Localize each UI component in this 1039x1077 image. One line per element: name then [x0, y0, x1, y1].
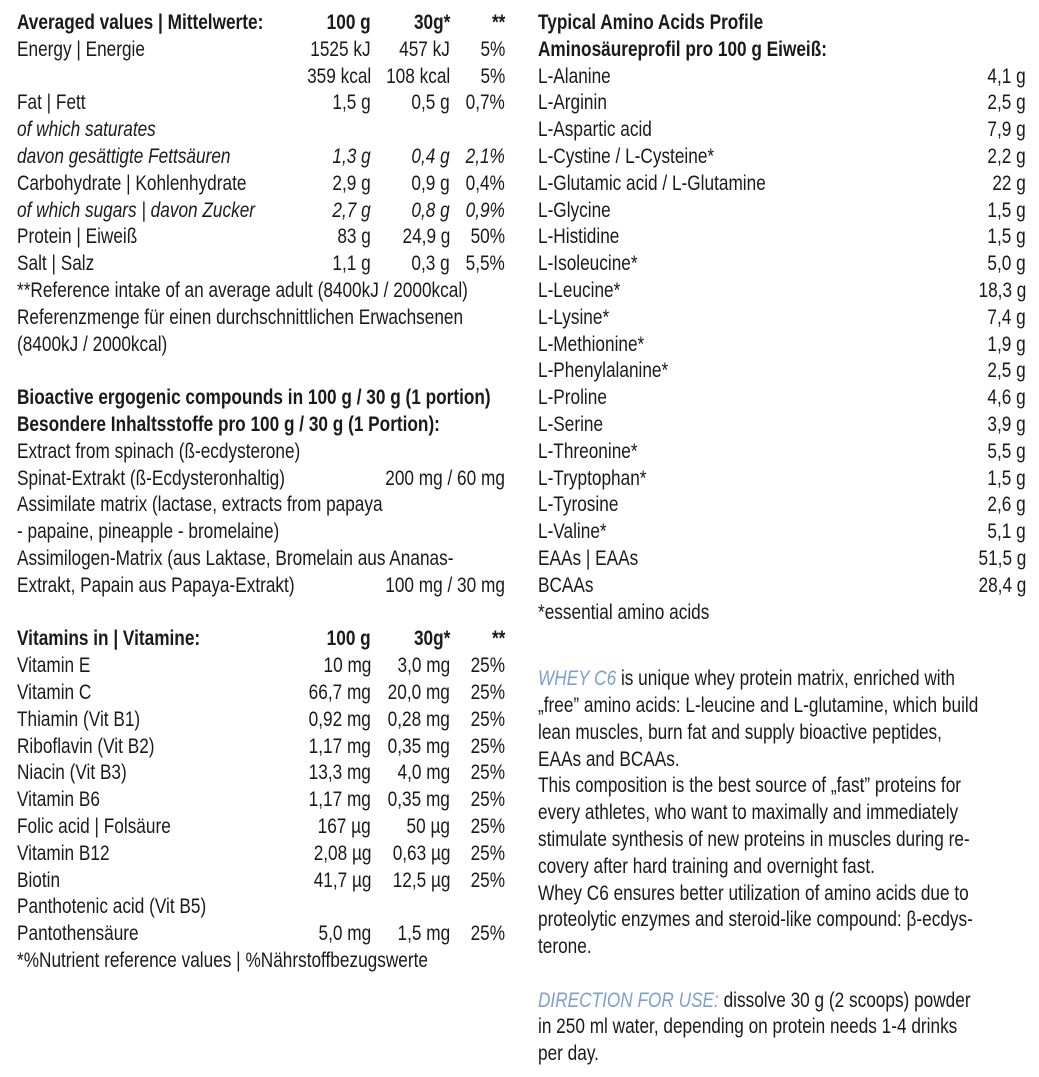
vitamin-label: Panthotenic acid (Vit B5) — [17, 895, 207, 919]
value-reference-intake: 50% — [470, 225, 505, 249]
amino-acid-value: 7,9 g — [987, 118, 1026, 142]
vitamin-row — [17, 921, 505, 948]
value-per-30g: 12,5 µg — [392, 868, 450, 892]
amino-row — [538, 90, 1026, 117]
brand-name: WHEY C6 — [538, 667, 617, 691]
nutrition-row — [17, 90, 505, 117]
vitamin-row — [17, 868, 505, 895]
value-reference-intake: 25% — [470, 707, 505, 731]
nutrient-label: Salt | Salz — [17, 252, 95, 276]
value-per-100g: 83 g — [337, 225, 371, 249]
amino-acid-value: 1,5 g — [987, 466, 1026, 490]
reference-note-line: **Reference intake of an average adult (8400kJ / 2000kcal) — [17, 278, 468, 302]
vitamin-row — [17, 841, 505, 868]
amino-acid-value: 2,5 g — [987, 359, 1026, 383]
nutrient-label: of which sugars | davon Zucker — [17, 198, 256, 222]
value-per-30g: 108 kcal — [385, 64, 450, 88]
bioactive-item-amount: 100 mg / 30 mg — [385, 573, 505, 597]
value-per-100g: 66,7 mg — [308, 680, 371, 704]
value-reference-intake: 25% — [470, 868, 505, 892]
value-per-30g: 3,0 mg — [397, 654, 450, 678]
value-per-30g: 457 kJ — [399, 37, 450, 61]
header-col-reference: ** — [491, 11, 505, 34]
amino-acid-name: L-Alanine — [538, 64, 611, 88]
bioactive-title-de: Besondere Inhaltsstoffe pro 100 g / 30 g (1 Portion): — [17, 412, 440, 436]
amino-acid-value: 18,3 g — [978, 278, 1026, 302]
amino-acid-name: L-Isoleucine* — [538, 252, 638, 276]
value-reference-intake: 25% — [470, 761, 505, 785]
amino-row — [538, 332, 1026, 359]
right-column — [538, 10, 1026, 1068]
amino-acid-name: L-Serine — [538, 412, 604, 436]
amino-acid-name: L-Cystine / L-Cysteine* — [538, 144, 715, 168]
amino-acid-name: L-Methionine* — [538, 332, 645, 356]
directions-label: DIRECTION FOR USE: — [538, 988, 719, 1012]
amino-acid-value: 5,0 g — [987, 252, 1026, 276]
amino-section — [538, 10, 1026, 626]
amino-row — [538, 546, 1026, 573]
left-column — [17, 10, 505, 975]
amino-acid-name: L-Aspartic acid — [538, 118, 652, 142]
amino-row — [538, 224, 1026, 251]
amino-title-de: Aminosäureprofil pro 100 g Eiweiß: — [538, 37, 827, 61]
nutrient-label: Protein | Eiweiß — [17, 225, 138, 249]
vitamins-header — [17, 626, 505, 653]
nutrition-header — [17, 10, 505, 37]
amino-acid-value: 28,4 g — [978, 573, 1026, 597]
nutrition-row — [17, 198, 505, 225]
description-line: lean muscles, burn fat and supply bioactive peptides, — [538, 720, 942, 744]
amino-acid-value: 4,1 g — [987, 64, 1026, 88]
description-line: This composition is the best source of „fast” proteins for — [538, 774, 962, 798]
amino-acid-value: 2,2 g — [987, 144, 1026, 168]
nutrient-label: davon gesättigte Fettsäuren — [17, 144, 231, 168]
bioactive-item-line: Extrakt, Papain aus Papaya-Extrakt) — [17, 573, 295, 597]
value-reference-intake: 2,1% — [465, 144, 505, 168]
amino-acid-value: 51,5 g — [978, 546, 1026, 570]
value-per-100g: 0,92 mg — [308, 707, 371, 731]
directions — [538, 988, 1026, 1068]
amino-row — [538, 144, 1026, 171]
nutrition-row — [17, 37, 505, 64]
value-per-100g: 1525 kJ — [310, 37, 371, 61]
value-per-30g: 0,35 mg — [387, 734, 450, 758]
amino-acid-name: L-Lysine* — [538, 305, 610, 329]
vitamin-row — [17, 760, 505, 787]
nutrition-row — [17, 144, 505, 171]
value-per-100g: 10 mg — [323, 654, 371, 678]
nutrition-table — [17, 10, 505, 358]
bioactive-item-amount: 200 mg / 60 mg — [385, 466, 505, 490]
value-reference-intake: 0,4% — [465, 171, 505, 195]
header-col-100g: 100 g — [326, 11, 371, 34]
vitamin-row — [17, 787, 505, 814]
bioactive-title-en: Bioactive ergogenic compounds in 100 g / 30 g (1 portion) — [17, 386, 491, 410]
directions-line: in 250 ml water, depending on protein needs 1-4 drinks — [538, 1015, 958, 1039]
amino-acid-value: 22 g — [992, 171, 1026, 195]
value-per-30g: 0,35 mg — [387, 788, 450, 812]
header-col-100g: 100 g — [326, 627, 371, 651]
bioactive-item-line: Spinat-Extrakt (ß-Ecdysteronhaltig) — [17, 466, 285, 490]
amino-acid-name: L-Valine* — [538, 520, 607, 544]
amino-acid-name: L-Proline — [538, 386, 607, 410]
value-per-30g: 0,28 mg — [387, 707, 450, 731]
value-per-100g: 1,1 g — [332, 252, 371, 276]
reference-note — [17, 278, 505, 358]
value-per-100g: 2,7 g — [332, 198, 371, 222]
description-line: is unique whey protein matrix, enriched with — [616, 667, 955, 691]
amino-acid-name: L-Leucine* — [538, 278, 621, 302]
value-per-30g: 0,9 g — [411, 171, 450, 195]
nutrient-label: Energy | Energie — [17, 37, 145, 61]
nutrition-row — [17, 117, 505, 144]
amino-acid-value: 4,6 g — [987, 386, 1026, 410]
amino-acid-name: EAAs | EAAs — [538, 546, 639, 570]
amino-acid-name: L-Histidine — [538, 225, 620, 249]
amino-acid-value: 5,5 g — [987, 439, 1026, 463]
bioactive-item-line: Extract from spinach (ß-ecdysterone) — [17, 439, 301, 463]
value-per-100g: 1,17 mg — [308, 734, 371, 758]
amino-row — [538, 305, 1026, 332]
value-reference-intake: 25% — [470, 654, 505, 678]
value-per-100g: 5,0 mg — [318, 922, 371, 946]
header-col-30g: 30g* — [413, 627, 450, 651]
amino-acid-name: L-Threonine* — [538, 439, 638, 463]
value-per-30g: 1,5 mg — [397, 922, 450, 946]
amino-row — [538, 573, 1026, 600]
amino-acid-value: 2,5 g — [987, 91, 1026, 115]
vitamin-row — [17, 894, 505, 921]
amino-row — [538, 439, 1026, 466]
amino-acid-value: 1,9 g — [987, 332, 1026, 356]
vitamins-footnote: *%Nutrient reference values | %Nährstoffbezugswerte — [17, 948, 428, 972]
amino-acid-value: 5,1 g — [987, 520, 1026, 544]
description-line: covery after hard training and overnight fast. — [538, 854, 875, 878]
vitamin-label: Thiamin (Vit B1) — [17, 707, 141, 731]
amino-footnote: *essential amino acids — [538, 600, 710, 624]
vitamin-row — [17, 680, 505, 707]
value-per-100g: 359 kcal — [306, 64, 371, 88]
vitamin-label: Vitamin E — [17, 654, 91, 678]
bioactive-item-line: Assimilate matrix (lactase, extracts from papaya — [17, 493, 383, 517]
vitamin-label: Vitamin B12 — [17, 841, 110, 865]
nutrition-row — [17, 64, 505, 91]
amino-row — [538, 519, 1026, 546]
amino-acid-name: L-Arginin — [538, 91, 607, 115]
value-per-100g: 1,3 g — [332, 144, 371, 168]
amino-row — [538, 251, 1026, 278]
amino-row — [538, 117, 1026, 144]
value-reference-intake: 25% — [470, 788, 505, 812]
value-per-100g: 13,3 mg — [308, 761, 371, 785]
vitamin-label: Niacin (Vit B3) — [17, 761, 127, 785]
nutrient-label: Carbohydrate | Kohlenhydrate — [17, 171, 247, 195]
amino-row — [538, 492, 1026, 519]
value-per-30g: 0,8 g — [411, 198, 450, 222]
reference-note-line: Referenzmenge für einen durchschnittlichen Erwachsenen — [17, 305, 464, 329]
directions-line: dissolve 30 g (2 scoops) powder — [718, 988, 971, 1012]
amino-title-en: Typical Amino Acids Profile — [538, 11, 764, 34]
amino-row — [538, 64, 1026, 91]
vitamin-label: Folic acid | Folsäure — [17, 814, 171, 838]
value-per-100g: 167 µg — [317, 814, 371, 838]
value-reference-intake: 0,9% — [465, 198, 505, 222]
value-per-30g: 0,3 g — [411, 252, 450, 276]
vitamin-label: Riboflavin (Vit B2) — [17, 734, 155, 758]
value-per-100g: 1,5 g — [332, 91, 371, 115]
product-description — [538, 666, 1026, 961]
value-per-30g: 0,5 g — [411, 91, 450, 115]
amino-acid-name: L-Tyrosine — [538, 493, 619, 517]
vitamin-row — [17, 707, 505, 734]
description-line: proteolytic enzymes and steroid-like compound: β-ecdys- — [538, 908, 973, 932]
vitamin-row — [17, 814, 505, 841]
description-line: Whey C6 ensures better utilization of amino acids due to — [538, 881, 969, 905]
amino-row — [538, 385, 1026, 412]
vitamins-table — [17, 626, 505, 974]
amino-acid-value: 3,9 g — [987, 412, 1026, 436]
amino-row — [538, 358, 1026, 385]
directions-line: per day. — [538, 1042, 599, 1066]
value-per-100g: 2,08 µg — [313, 841, 371, 865]
value-per-30g: 0,4 g — [411, 144, 450, 168]
value-per-30g: 24,9 g — [402, 225, 450, 249]
vitamin-row — [17, 734, 505, 761]
amino-row — [538, 278, 1026, 305]
description-line: „free” amino acids: L-leucine and L-glutamine, which build — [538, 693, 979, 717]
amino-acid-name: L-Glutamic acid / L-Glutamine — [538, 171, 766, 195]
bioactive-item-line: - papaine, pineapple - bromelaine) — [17, 520, 280, 544]
amino-acid-name: L-Tryptophan* — [538, 466, 647, 490]
value-reference-intake: 5% — [480, 37, 505, 61]
nutrition-header-label: Averaged values | Mittelwerte: — [17, 11, 264, 34]
vitamin-label: Vitamin B6 — [17, 788, 100, 812]
description-line: every athletes, who want to maximally and immediately — [538, 801, 959, 825]
nutrition-row — [17, 224, 505, 251]
reference-note-line: (8400kJ / 2000kcal) — [17, 332, 168, 356]
value-per-30g: 4,0 mg — [397, 761, 450, 785]
nutrition-row — [17, 251, 505, 278]
amino-acid-value: 7,4 g — [987, 305, 1026, 329]
value-reference-intake: 25% — [470, 841, 505, 865]
value-reference-intake: 25% — [470, 680, 505, 704]
amino-acid-name: BCAAs — [538, 573, 594, 597]
value-reference-intake: 25% — [470, 814, 505, 838]
amino-acid-name: L-Glycine — [538, 198, 611, 222]
value-reference-intake: 0,7% — [465, 91, 505, 115]
description-line: EAAs and BCAAs. — [538, 747, 680, 771]
vitamin-label: Pantothensäure — [17, 922, 139, 946]
value-reference-intake: 25% — [470, 734, 505, 758]
nutrition-row — [17, 171, 505, 198]
description-line: stimulate synthesis of new proteins in muscles during re- — [538, 827, 970, 851]
value-per-30g: 50 µg — [406, 814, 450, 838]
nutrient-label: of which saturates — [17, 118, 156, 142]
value-reference-intake: 5% — [480, 64, 505, 88]
amino-acid-value: 1,5 g — [987, 198, 1026, 222]
description-line: terone. — [538, 935, 592, 959]
amino-row — [538, 198, 1026, 225]
value-per-30g: 20,0 mg — [387, 680, 450, 704]
value-reference-intake: 5,5% — [465, 252, 505, 276]
nutrient-label: Fat | Fett — [17, 91, 86, 115]
amino-row — [538, 466, 1026, 493]
vitamin-label: Vitamin C — [17, 680, 92, 704]
bioactive-item-line: Assimilogen-Matrix (aus Laktase, Bromelain aus Ananas- — [17, 546, 454, 570]
value-per-100g: 1,17 mg — [308, 788, 371, 812]
amino-acid-value: 2,6 g — [987, 493, 1026, 517]
vitamins-header-label: Vitamins in | Vitamine: — [17, 627, 201, 651]
amino-row — [538, 171, 1026, 198]
amino-acid-value: 1,5 g — [987, 225, 1026, 249]
value-reference-intake: 25% — [470, 922, 505, 946]
header-col-reference: ** — [491, 627, 505, 651]
vitamin-label: Biotin — [17, 868, 61, 892]
vitamin-row — [17, 653, 505, 680]
value-per-100g: 41,7 µg — [313, 868, 371, 892]
bioactive-section — [17, 385, 505, 599]
value-per-100g: 2,9 g — [332, 171, 371, 195]
value-per-30g: 0,63 µg — [392, 841, 450, 865]
amino-acid-name: L-Phenylalanine* — [538, 359, 669, 383]
amino-row — [538, 412, 1026, 439]
header-col-30g: 30g* — [413, 11, 450, 34]
